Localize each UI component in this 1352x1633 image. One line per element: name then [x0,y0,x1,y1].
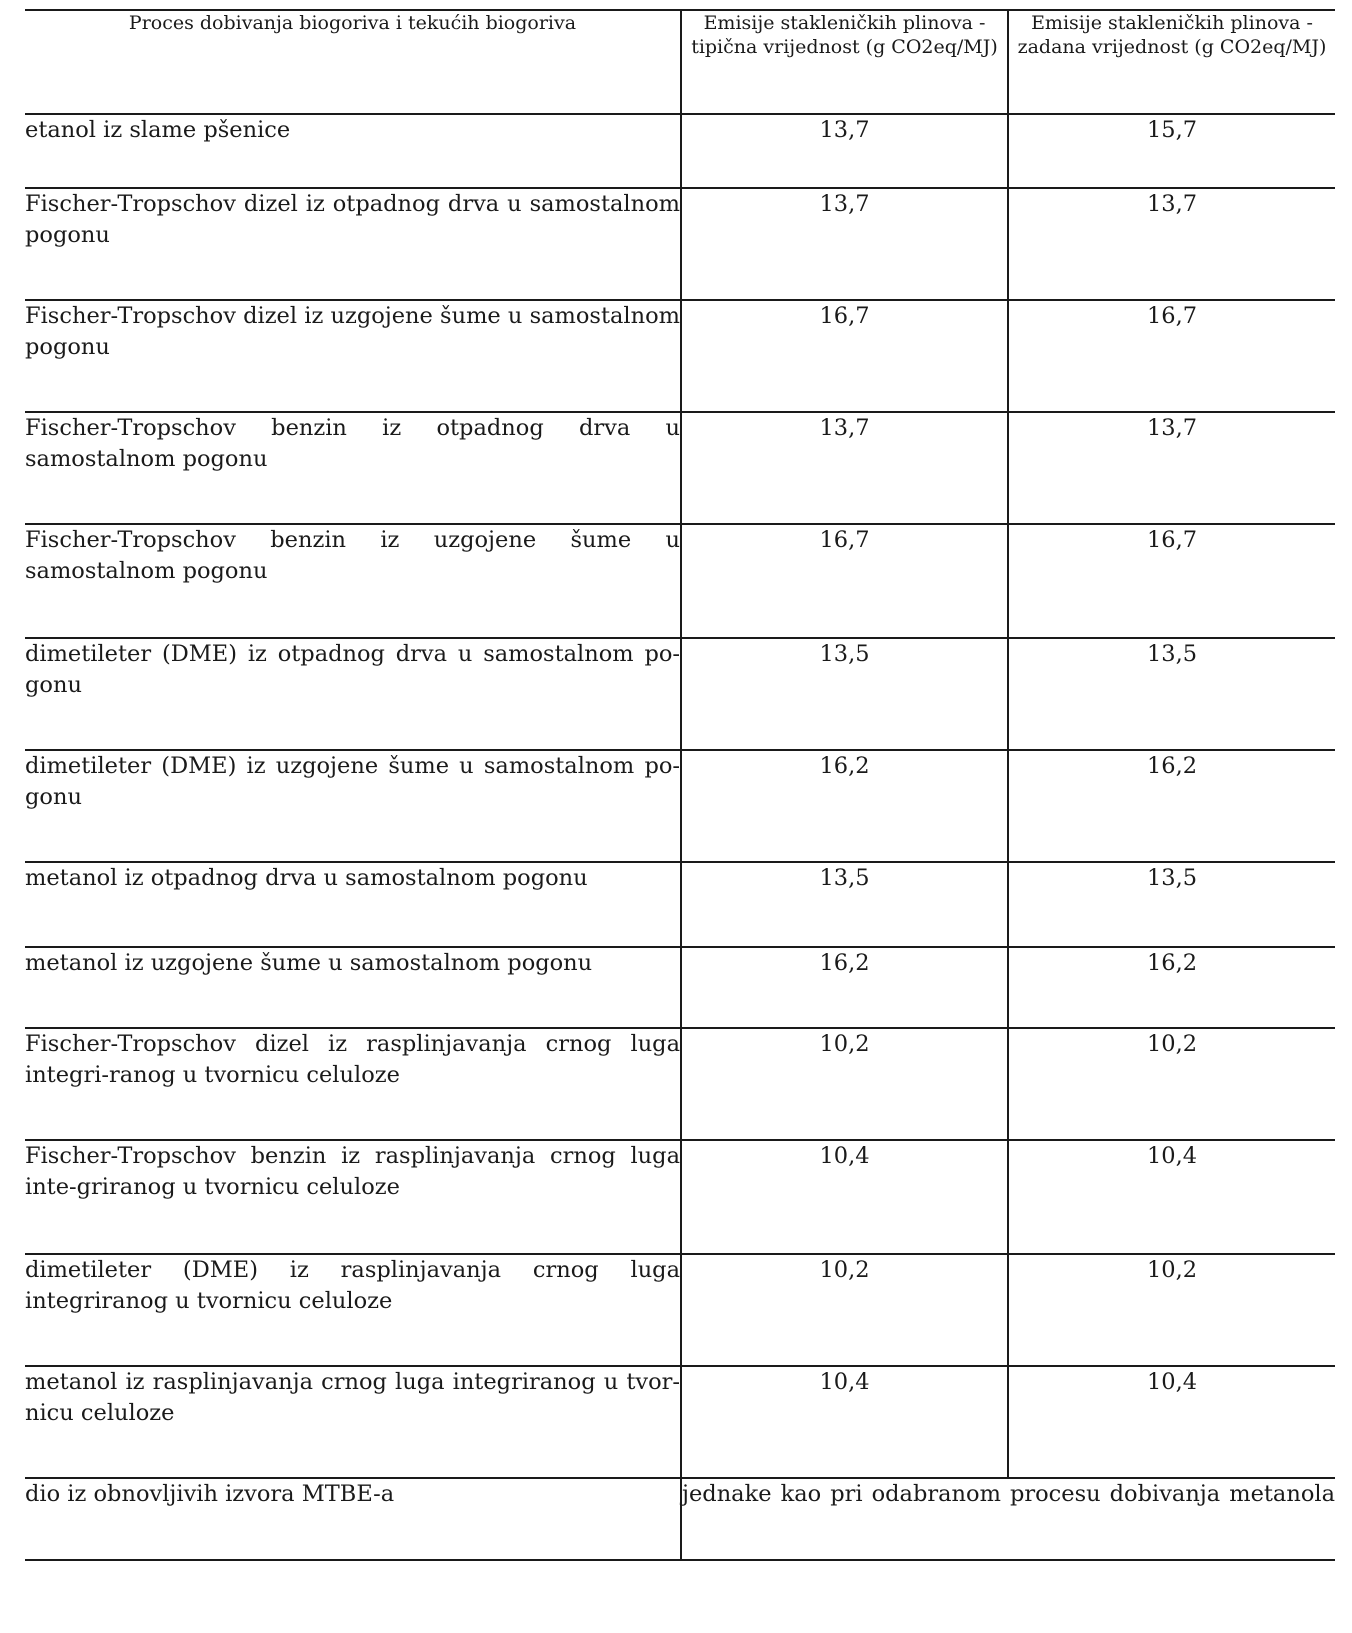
typical-value-cell: 16,2 [681,750,1008,862]
default-value-cell: 13,7 [1008,188,1335,300]
typical-value-cell: 10,4 [681,1366,1008,1478]
process-cell: Fischer-Tropschov benzin iz rasplinjavanja crnog luga inte-griranog u tvornicu celuloze [25,1143,680,1200]
process-cell: dimetileter (DME) iz uzgojene šume u samostalnom po-gonu [25,753,680,810]
typical-value-cell: 10,4 [681,1140,1008,1254]
process-cell: Fischer-Tropschov dizel iz uzgojene šume u samostalnom pogonu [25,303,680,360]
merged-value-cell: jednake kao pri odabranom procesu dobivanja metanola [681,1478,1335,1560]
process-cell: Fischer-Tropschov dizel iz rasplinjavanja crnog luga integri-ranog u tvornicu celuloze [25,1031,680,1088]
table-row [25,1140,1335,1254]
process-cell: metanol iz rasplinjavanja crnog luga integriranog u tvor-nicu celuloze [25,1369,680,1426]
default-value-cell: 10,4 [1008,1140,1335,1254]
header-process: Proces dobivanja biogoriva i tekućih biogoriva [128,12,577,34]
typical-value-cell: 16,7 [681,300,1008,412]
process-cell: Fischer-Tropschov dizel iz otpadnog drva u samostalnom pogonu [25,191,680,248]
table-row [25,1254,1335,1366]
table-row [25,188,1335,300]
table-row [25,300,1335,412]
typical-value-cell: 13,7 [681,114,1008,188]
process-cell: metanol iz uzgojene šume u samostalnom pogonu [25,950,593,976]
typical-value-cell: 16,2 [681,947,1008,1028]
typical-value-cell: 13,5 [681,862,1008,947]
process-cell: Fischer-Tropschov benzin iz otpadnog drva u samostalnom pogonu [25,415,680,472]
process-cell: etanol iz slame pšenice [25,117,291,143]
typical-value-cell: 16,7 [681,524,1008,638]
default-value-cell: 16,7 [1008,524,1335,638]
table-row [25,1028,1335,1140]
default-value-cell: 15,7 [1008,114,1335,188]
default-value-cell: 16,2 [1008,947,1335,1028]
header-row [25,10,1335,114]
table-row-mtbe [25,1478,1335,1560]
process-cell: dimetileter (DME) iz otpadnog drva u samostalnom po-gonu [25,641,680,698]
process-cell: metanol iz otpadnog drva u samostalnom pogonu [25,865,588,891]
process-cell: dio iz obnovljivih izvora MTBE-a [25,1481,395,1507]
table-row [25,1366,1335,1478]
table-row [25,638,1335,750]
typical-value-cell: 13,7 [681,188,1008,300]
process-cell: dimetileter (DME) iz rasplinjavanja crnog luga integriranog u tvornicu celuloze [25,1257,680,1314]
table-row [25,524,1335,638]
default-value-cell: 13,5 [1008,638,1335,750]
emissions-table [25,9,1335,1561]
typical-value-cell: 13,5 [681,638,1008,750]
table-row [25,114,1335,188]
table-row [25,412,1335,524]
default-value-cell: 10,4 [1008,1366,1335,1478]
default-value-cell: 16,2 [1008,750,1335,862]
typical-value-cell: 10,2 [681,1254,1008,1366]
header-default-value: Emisije stakleničkih plinova - zadana vrijednost (g CO2eq/MJ) [1008,10,1335,114]
default-value-cell: 13,7 [1008,412,1335,524]
default-value-cell: 13,5 [1008,862,1335,947]
process-cell: Fischer-Tropschov benzin iz uzgojene šume u samostalnom pogonu [25,527,680,584]
table-row [25,947,1335,1028]
table-row [25,862,1335,947]
default-value-cell: 10,2 [1008,1028,1335,1140]
table-row [25,750,1335,862]
typical-value-cell: 10,2 [681,1028,1008,1140]
typical-value-cell: 13,7 [681,412,1008,524]
default-value-cell: 10,2 [1008,1254,1335,1366]
header-typical-value: Emisije stakleničkih plinova - tipična vrijednost (g CO2eq/MJ) [681,10,1008,114]
default-value-cell: 16,7 [1008,300,1335,412]
